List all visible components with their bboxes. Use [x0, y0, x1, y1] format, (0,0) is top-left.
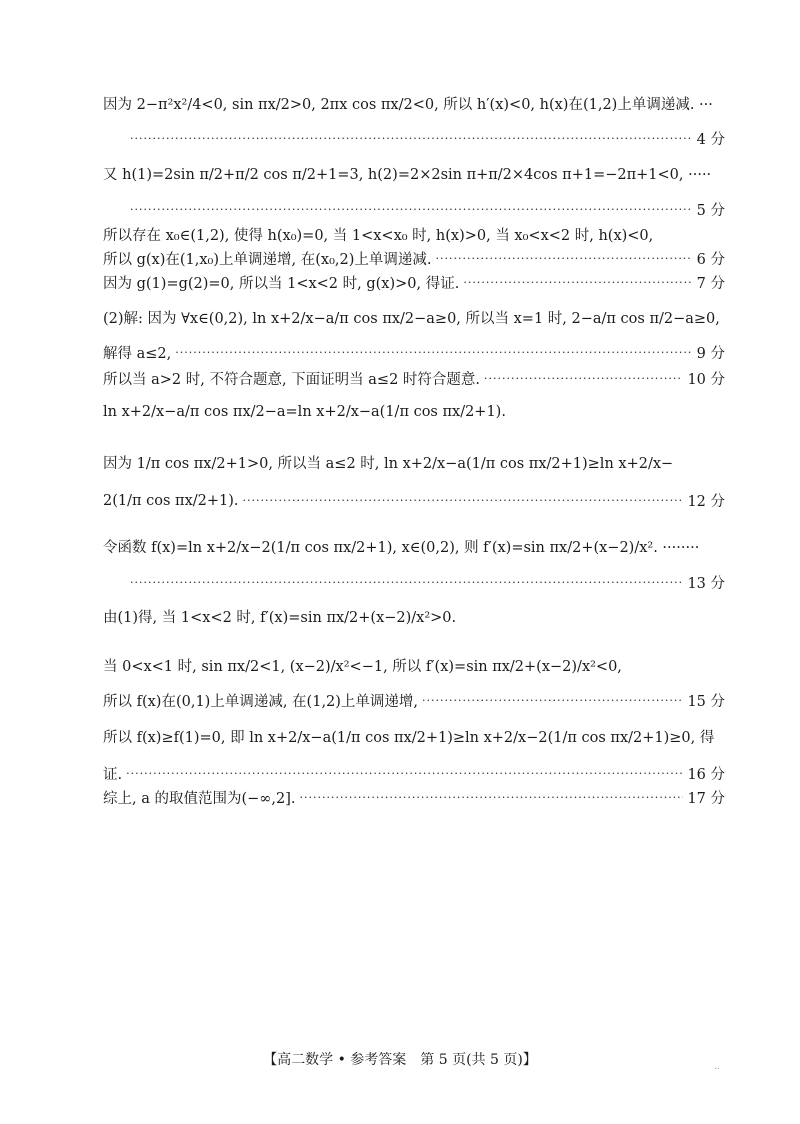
solution-line-2: [130, 128, 725, 149]
solution-line-7: 因为 g(1)=g(2)=0, 所以当 1<x<2 时, g(x)>0, 得证. ····· 7 分: [103, 272, 725, 293]
leader-dots: [299, 791, 683, 804]
corner-mark: ..: [714, 1062, 720, 1072]
solution-line-11: ln x+2/x−a/π cos πx/2−a=ln x+2/x−a(1/π cos πx/2+1).: [103, 404, 506, 420]
leader-dots: [422, 694, 683, 707]
score-label: 7 分: [696, 276, 725, 292]
solution-line-15: [130, 572, 725, 593]
solution-line-14: 令函数 f(x)=ln x+2/x−2(1/π cos πx/2+1), x∈(0,2), 则 f′(x)=sin πx/2+(x−2)/x². ········: [103, 540, 700, 556]
leader-dots: [484, 372, 683, 385]
leader-dots: [243, 494, 684, 507]
solution-line-9: 解得 a≤2, ····· 9 分: [103, 342, 725, 363]
solution-line-18: 所以 f(x)在(0,1)上单调递减, 在(1,2)上单调递增, ····· 15 分: [103, 690, 725, 711]
solution-line-5: 所以存在 x₀∈(1,2), 使得 h(x₀)=0, 当 1<x<x₀ 时, h(x)>0, 当 x₀<x<2 时, h(x)<0,: [103, 228, 654, 244]
leader-dots: [463, 276, 692, 289]
solution-line-21: 综上, a 的取值范围为(−∞,2]. ····· 17 分: [103, 787, 725, 808]
leader-dots: [130, 132, 693, 145]
solution-line-13: 2(1/π cos πx/2+1). ····· 12 分: [103, 490, 725, 511]
solution-line-6: 所以 g(x)在(1,x₀)上单调递增, 在(x₀,2)上单调递减. ····· 6 分: [103, 248, 725, 269]
score-label: 13 分: [687, 576, 725, 592]
solution-line-10: 所以当 a>2 时, 不符合题意, 下面证明当 a≤2 时符合题意. ····· 10 分: [103, 368, 725, 389]
solution-line-19: 所以 f(x)≥f(1)=0, 即 ln x+2/x−a(1/π cos πx/2+1)≥ln x+2/x−2(1/π cos πx/2+1)≥0, 得: [103, 730, 715, 746]
solution-line-4: [130, 199, 725, 220]
leader-dots: [436, 252, 693, 265]
solution-line-17: 当 0<x<1 时, sin πx/2<1, (x−2)/x²<−1, 所以 f′(x)=sin πx/2+(x−2)/x²<0,: [103, 659, 622, 675]
solution-line-1: 因为 2−π²x²/4<0, sin πx/2>0, 2πx cos πx/2<0, 所以 h′(x)<0, h(x)在(1,2)上单调递减. ···: [103, 97, 713, 113]
leader-dots: [130, 576, 683, 589]
score-label: 4 分: [696, 132, 725, 148]
solution-line-3: 又 h(1)=2sin π/2+π/2 cos π/2+1=3, h(2)=2×2sin π+π/2×4cos π+1=−2π+1<0, ·····: [103, 167, 712, 183]
score-label: 16 分: [687, 767, 725, 783]
leader-dots: [126, 767, 683, 780]
score-label: 17 分: [687, 791, 725, 807]
score-label: 12 分: [687, 494, 725, 510]
score-label: 6 分: [696, 252, 725, 268]
solution-line-16: 由(1)得, 当 1<x<2 时, f′(x)=sin πx/2+(x−2)/x²>0.: [103, 610, 457, 626]
score-label: 9 分: [696, 346, 725, 362]
score-label: 5 分: [696, 203, 725, 219]
page-footer: 【高二数学 • 参考答案 第 5 页(共 5 页)】: [263, 1052, 537, 1068]
score-label: 10 分: [687, 372, 725, 388]
solution-line-8: (2)解: 因为 ∀x∈(0,2), ln x+2/x−a/π cos πx/2−a≥0, 所以当 x=1 时, 2−a/π cos π/2−a≥0,: [103, 311, 720, 327]
leader-dots: [130, 203, 693, 216]
solution-line-12: 因为 1/π cos πx/2+1>0, 所以当 a≤2 时, ln x+2/x−a(1/π cos πx/2+1)≥ln x+2/x−: [103, 456, 674, 472]
solution-line-20: 证. ····· 16 分: [103, 763, 725, 784]
leader-dots: [175, 346, 692, 359]
score-label: 15 分: [687, 694, 725, 710]
